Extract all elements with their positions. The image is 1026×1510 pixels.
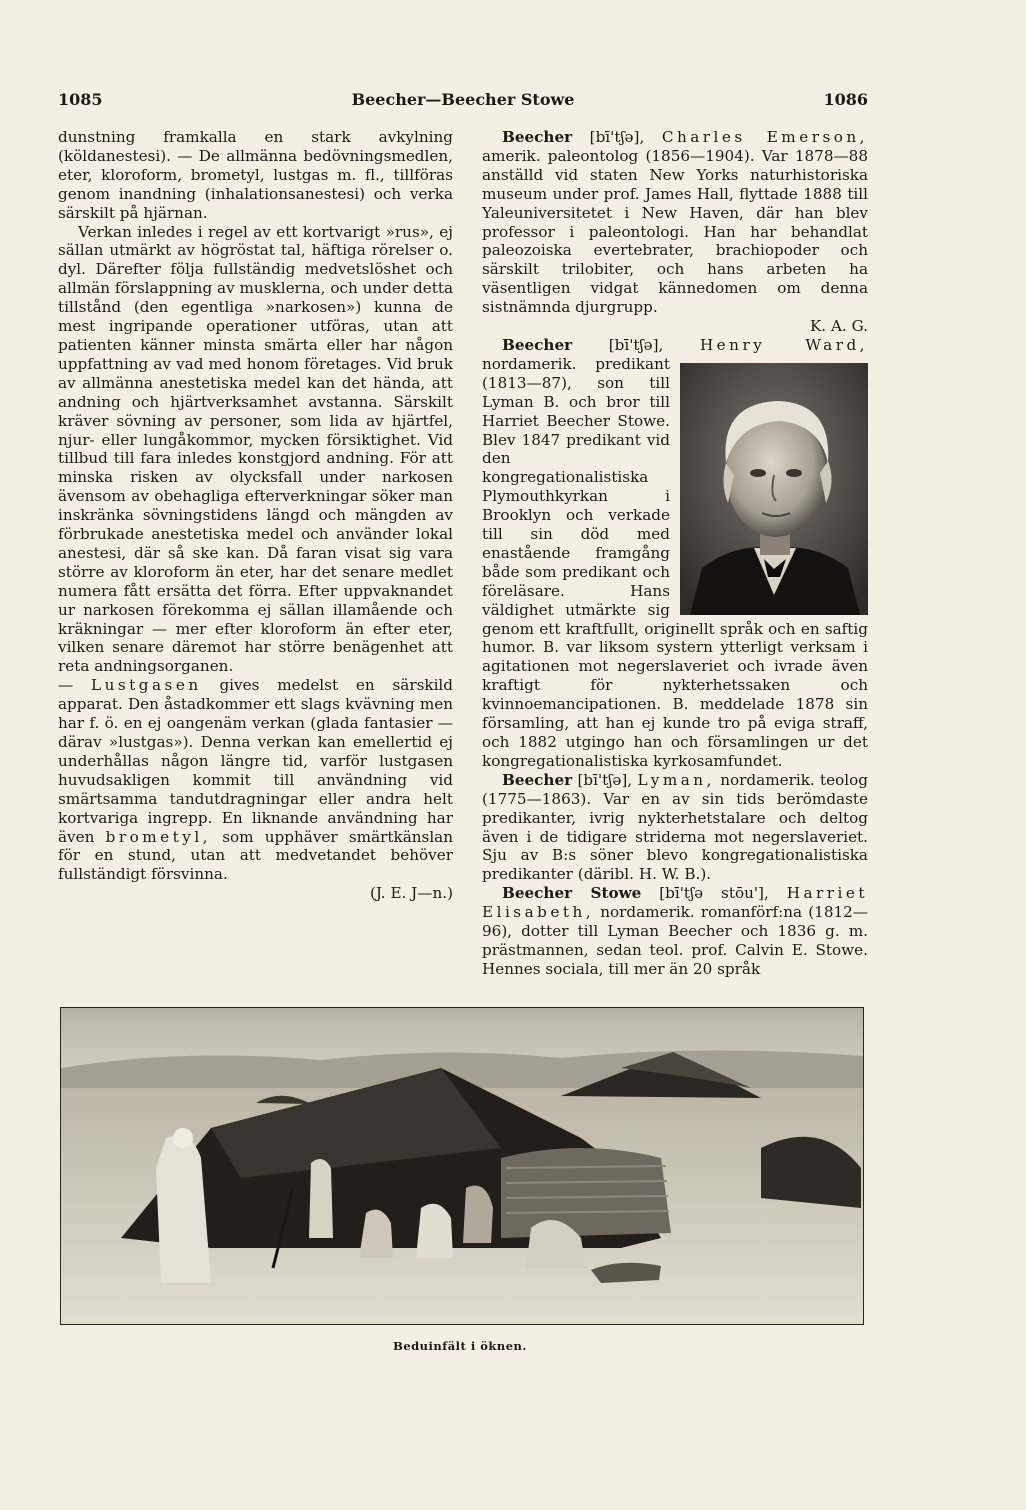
portrait-image — [680, 363, 868, 615]
term-brometyl: brometyl, — [105, 827, 212, 846]
dash: — — [58, 676, 74, 695]
term-lustgasen: Lustgasen — [91, 676, 202, 695]
page-number-right: 1086 — [823, 90, 868, 109]
entry-henry-ward — [482, 336, 868, 771]
entry-headword: Beecher — [502, 335, 573, 354]
header-title: Beecher—Beecher Stowe — [351, 90, 575, 109]
entry-lyman — [482, 771, 868, 884]
left-paragraph-1: dunstning framkalla en stark avkylning (köldanestesi). — De allmänna bedövningsmedlen, eter, kloroform, brometyl, lustgas m. fl., tillföras genom inandning (inhalationsanestesi) och verka särskilt på hjärnan. — [58, 128, 453, 222]
left-paragraph-3-body: gives medelst en särskild apparat. Den åstadkommer ett slags kvävning men har f. ö. en ej oangenäm verkan (glada fantasier — därav »lustgas»). Denna verkan kan emellertid ej underhållas någon längre tid, varför lustgasen huvudsakligen kommit till användning vid smärtsamma tandutdragningar eller andra helt kortvariga ingrepp. En liknande användning har även — [58, 676, 454, 846]
pronunciation: [bī'tʃə], — [589, 128, 645, 146]
pronunciation: [bī'tʃə], — [577, 770, 633, 789]
left-column — [58, 128, 453, 903]
entry-given-name: Harriet Elisabeth, — [482, 884, 868, 922]
signature-line — [482, 317, 868, 336]
author-signature: (J. E. J—n.) — [369, 884, 453, 903]
bedouin-camp-photograph — [60, 1007, 864, 1325]
author-signature: K. A. G. — [809, 317, 868, 336]
left-paragraph-3 — [58, 676, 453, 884]
pronunciation: [bī'tʃə stōu'], — [659, 884, 769, 903]
portrait-henry-ward-beecher — [680, 363, 868, 615]
page-number-left: 1085 — [58, 90, 103, 109]
entry-given-name: Henry Ward, — [699, 335, 869, 354]
entry-text: nordamerik. teolog (1775—1863). Var en av sin tids berömdaste predikanter, ivrig nykterhetstalare och deltog även i de tidigare striderna mot negerslaveriet. Sju av B:s söner blevo kongregationalistiska predikanter (däribl. H. W. B.). — [482, 770, 869, 884]
entry-charles-emerson — [482, 128, 868, 317]
left-paragraph-3-end: som upphäver smärtkänslan för en stund, utan att medvetandet behöver fullständigt försvinna. — [58, 827, 454, 884]
entry-headword: Beecher — [502, 128, 573, 146]
entry-harriet-elisabeth — [482, 884, 868, 979]
entry-given-name: Lyman, — [637, 770, 715, 789]
signature-line — [58, 884, 453, 903]
photo-caption: Beduinfält i öknen. — [393, 1339, 527, 1353]
entry-headword: Beecher Stowe — [502, 884, 642, 903]
left-paragraph-2: Verkan inledes i regel av ett kortvarigt »rus», ej sällan utmärkt av högröstat tal, häftiga rörelser o. dyl. Därefter följa fullständig medvetslöshet och allmän förslappning av musklerna, och under detta tillstånd (den egentliga »narkosen») kunna de mest ingripande operationer utföras, utan att patienten känner minsta smärta eller har någon uppfattning av vad med honom företages. Vid bruk av allmänna anestetiska medel kan det hända, att andning och hjärtverksamhet avstanna. Särskilt kräver sövning av personer, som lida av hjärtfel, njur- eller lungåkommor, mycken försiktighet. Vid tillbud till fara inledes konstgjord andning. För att minska risken av olycksfall under narkosen ävensom av obehagliga efterverkningar söker man inskränka sövningstidens längd och mängden av förbrukade anestetiska medel och använder lokal anestesi, där så ske kan. Då faran visat sig vara större av kloroform än eter, har det senare medlet numera fått ersätta det förra. Efter uppvaknandet ur narkosen förekomma ej sällan illamående och kräkningar — mer efter kloroform än efter eter, vilken senare däremot har större benägenhet att reta andningsorganen. — [58, 222, 453, 676]
photo-image — [61, 1008, 863, 1324]
entry-given-name: Charles Emerson, — [661, 128, 869, 146]
pronunciation: [bī'tʃə], — [608, 335, 664, 354]
entry-headword: Beecher — [502, 770, 573, 789]
right-column — [482, 128, 868, 979]
running-header — [58, 90, 868, 112]
entry-text: nordamerik. romanförf:na (1812—96), dotter till Lyman Beecher och 1836 g. m. prästmannen, sedan teol. prof. Calvin E. Stowe. Hennes sociala, till mer än 20 språk — [482, 903, 868, 978]
entry-text: nordamerik. predikant (1813—87), son till Lyman B. och bror till Harriet Beecher Stowe. Blev 1847 predikant vid den kongregationalistiska Plymouthkyrkan i Brooklyn och verkade till sin död med enastående framgång både som predikant och föreläsare. Hans väldighet utmärkte sig genom ett kraftfullt, originellt språk och en saftig humor. B. var liksom systern ytterligt verksam i agitationen mot negerslaveriet och ivrade även kraftigt för nykterhetssaken och kvinnoemancipationen. B. meddelade 1878 sin församling, att han ej kunde tro på eviga straff, och 1882 utgingo han och församlingen ur det kongregationalistiska kyrkosamfundet. — [482, 354, 868, 770]
entry-text: amerik. paleontolog (1856—1904). Var 1878—88 anställd vid staten New Yorks naturhistoriska museum under prof. James Hall, flyttade 1888 till Yaleuniversitetet i New Haven, där han blev professor i paleontologi. Han har behandlat paleozoiska evertebrater, brachiopoder och särskilt trilobiter, och hans arbeten ha väsentligen vidgat kännedomen om denna sistnämnda djurgrupp. — [482, 146, 868, 317]
